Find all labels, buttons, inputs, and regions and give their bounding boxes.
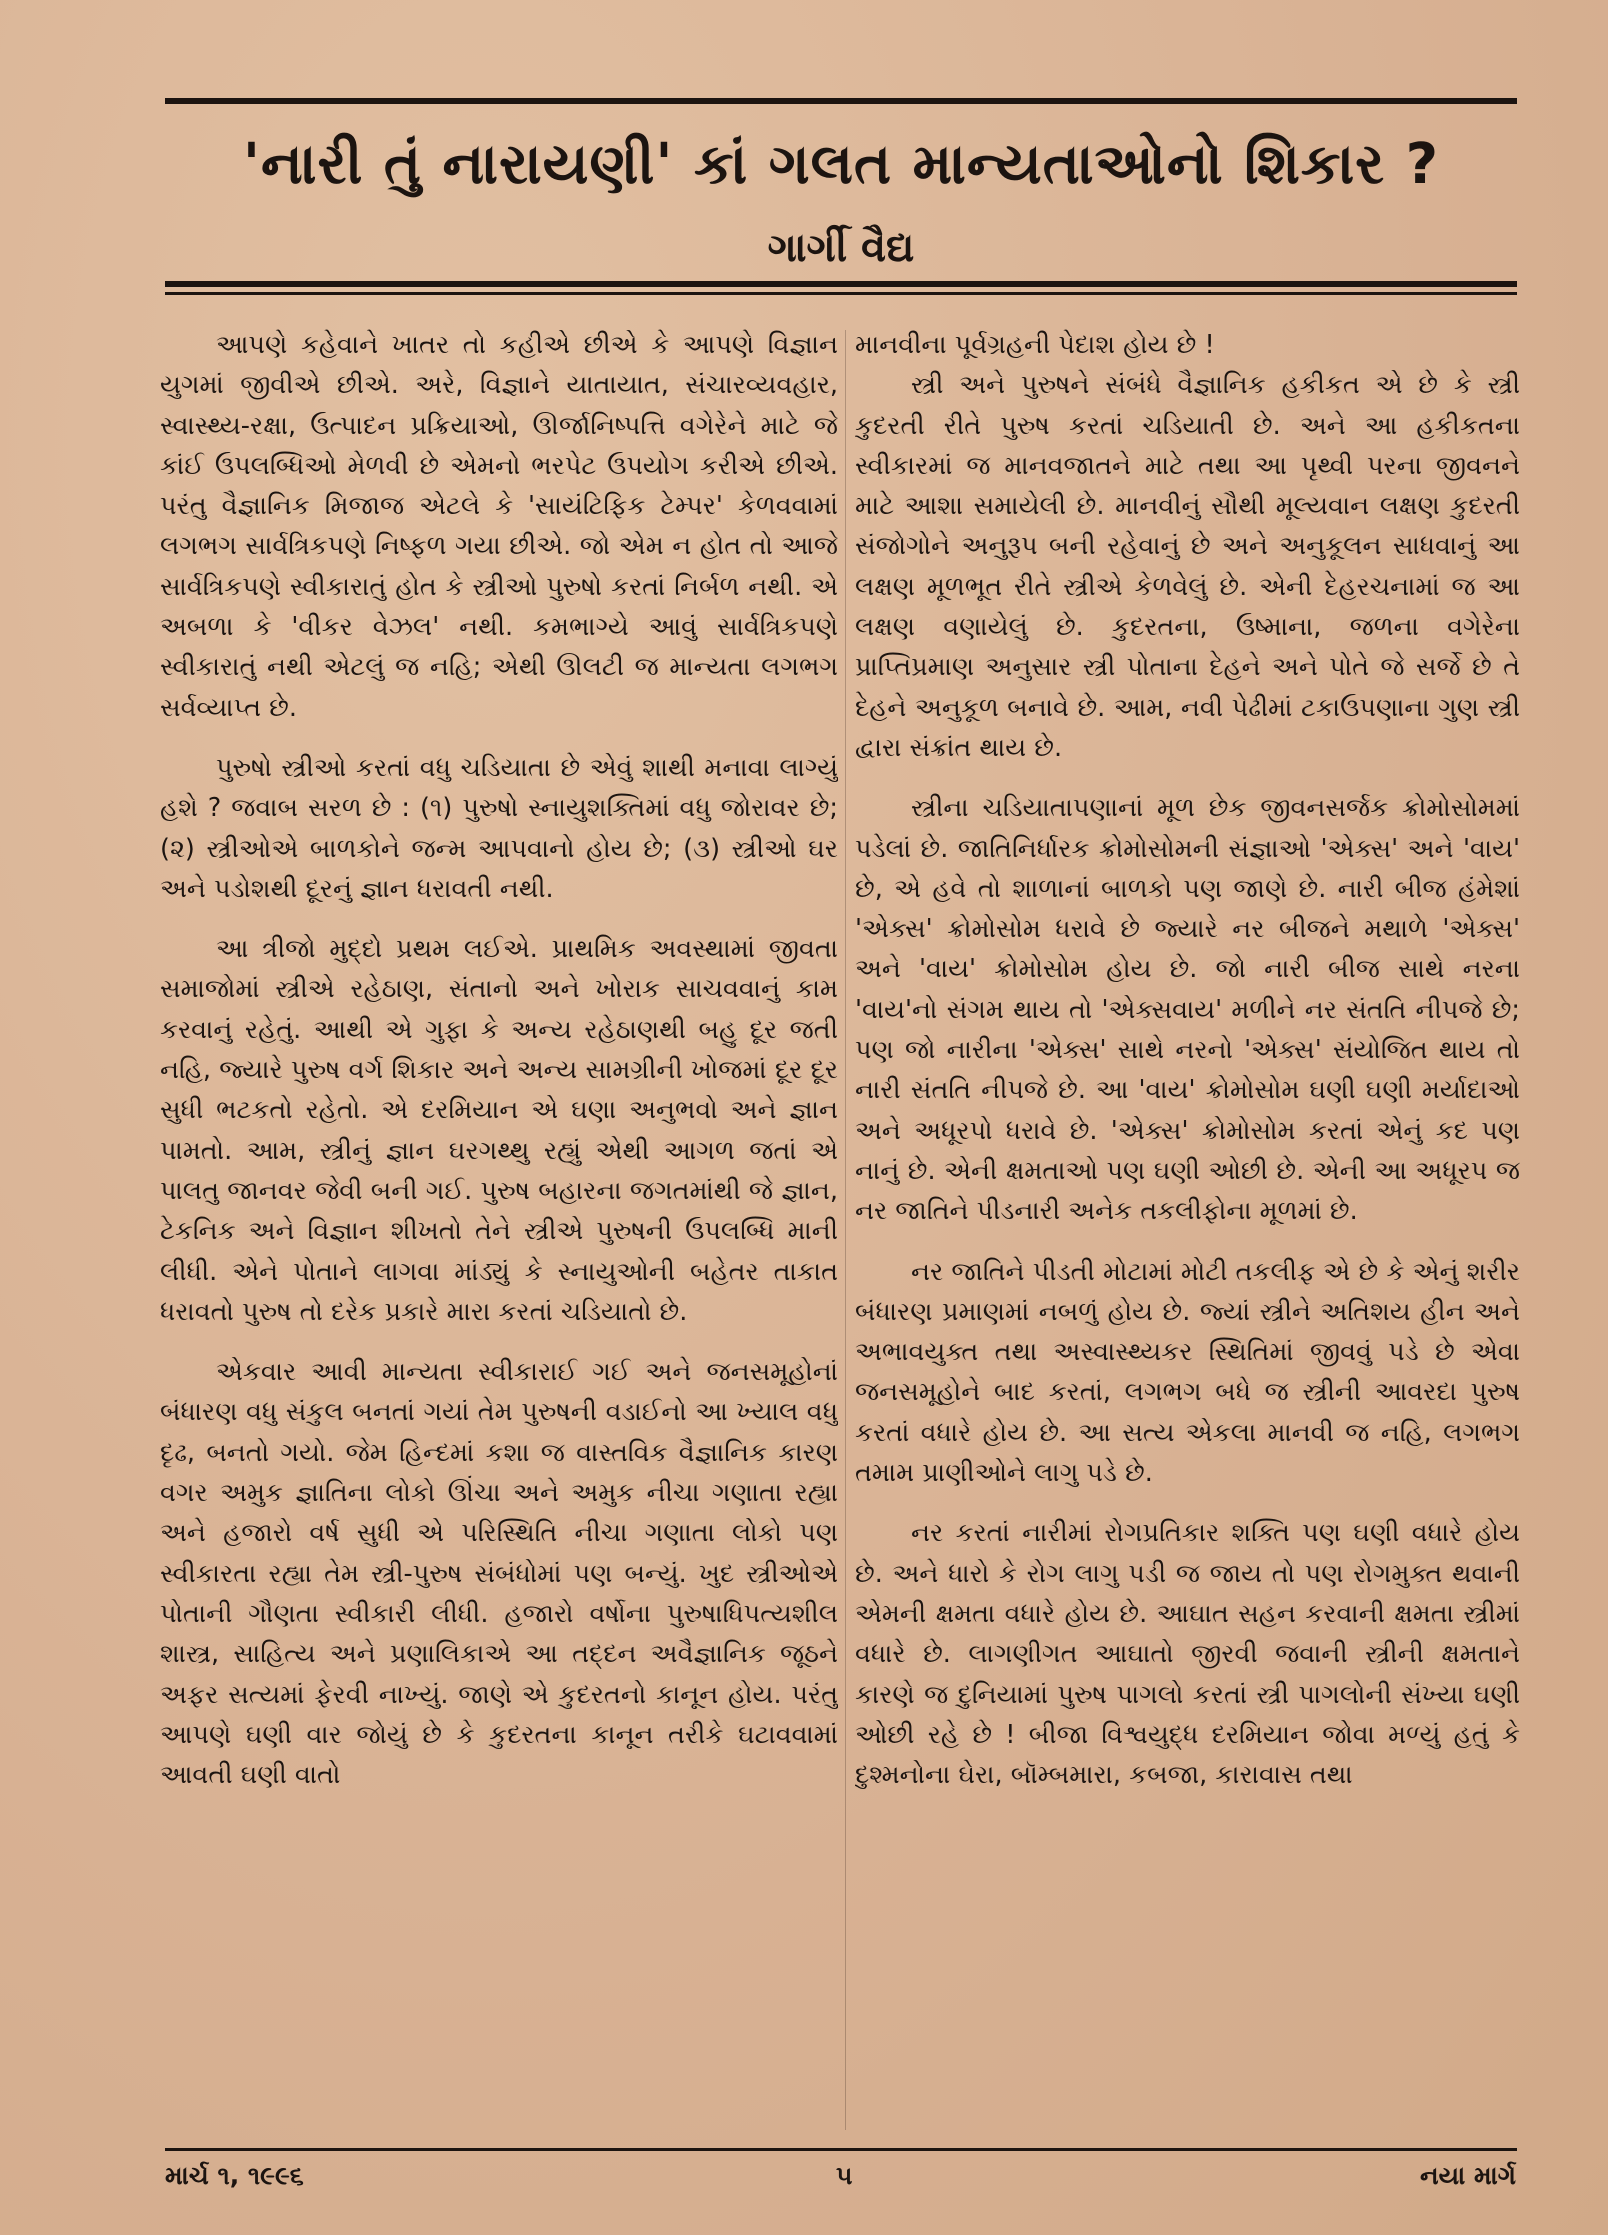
paragraph: આ ત્રીજો મુદ્દો પ્રથમ લઈએ. પ્રાથમિક અવસ્થામાં જીવતા સમાજોમાં સ્ત્રીએ રહેઠાણ, સંતાનો અને ખોરાક સાચવવાનું કામ કરવાનું રહેતું. આથી એ ગુફા કે અન્ય રહેઠાણથી બહુ દૂર જતી નહિ, જ્યારે પુરુષ વર્ગ શિકાર અને અન્ય સામગ્રીની ખોજમાં દૂર દૂર સુધી ભટકતો રહેતો. એ દરમિયાન એ ઘણા અનુભવો અને જ્ઞાન પામતો. આમ, સ્ત્રીનું જ્ઞાન ઘરગથ્થુ રહ્યું એથી આગળ જતાં એ પાલતુ જાનવર જેવી બની ગઈ. પુરુષ બહારના જગતમાંથી જે જ્ઞાન, ટેકનિક અને વિજ્ઞાન શીખતો તેને સ્ત્રીએ પુરુષની ઉપલબ્ધિ માની લીધી. એને પોતાને લાગવા માંડ્યું કે સ્નાયુઓની બહેતર તાકાત ધરાવતો પુરુષ તો દરેક પ્રકારે મારા કરતાં ચડિયાતો છે. — [160, 934, 838, 1327]
page-number: ૫ — [836, 2161, 853, 2190]
right-column — [855, 325, 1520, 2137]
article-author: ગાર્ગી વૈદ્ય — [767, 225, 915, 271]
paragraph: નર જાતિને પીડતી મોટામાં મોટી તકલીફ એ છે કે એનું શરીર બંધારણ પ્રમાણમાં નબળું હોય છે. જ્યાં સ્ત્રીને અતિશય હીન અને અભાવયુક્ત તથા અસ્વાસ્થ્યકર સ્થિતિમાં જીવવું પડે છે એવા જનસમૂહોને બાદ કરતાં, લગભગ બધે જ સ્ત્રીની આવરદા પુરુષ કરતાં વધારે હોય છે. આ સત્ય એકલા માનવી જ નહિ, લગભગ તમામ પ્રાણીઓને લાગુ પડે છે. — [855, 1256, 1520, 1489]
article-title: 'નારી તું નારાયણી' કાં ગલત માન્યતાઓનો શિકાર ? — [242, 132, 1440, 197]
paragraph: આપણે કહેવાને ખાતર તો કહીએ છીએ કે આપણે વિજ્ઞાન યુગમાં જીવીએ છીએ. અરે, વિજ્ઞાને યાતાયાત, સંચારવ્યવહાર, સ્વાસ્થ્ય-રક્ષા, ઉત્પાદન પ્રક્રિયાઓ, ઊર્જાનિષ્પત્તિ વગેરેને માટે જે કાંઈ ઉપલબ્ધિઓ મેળવી છે એમનો ભરપેટ ઉપયોગ કરીએ છીએ. પરંતુ વૈજ્ઞાનિક મિજાજ એટલે કે 'સાયંટિફિક ટેમ્પર' કેળવવામાં લગભગ સાર્વત્રિકપણે નિષ્ફળ ગયા છીએ. જો એમ ન હોત તો આજે સાર્વત્રિકપણે સ્વીકારાતું હોત કે સ્ત્રીઓ પુરુષો કરતાં નિર્બળ નથી. એ અબળા કે 'વીકર વેઝલ' નથી. કમભાગ્યે આવું સાર્વત્રિકપણે સ્વીકારાતું નથી એટલું જ નહિ; એથી ઊલટી જ માન્યતા લગભગ સર્વવ્યાપ્ત છે. — [160, 330, 838, 723]
footer-date: માર્ચ ૧, ૧૯૯૬ — [165, 2161, 304, 2190]
paragraph: માનવીના પૂર્વગ્રહની પેદાશ હોય છે ! — [855, 330, 1215, 360]
magazine-name: નયા માર્ગ — [1420, 2161, 1516, 2190]
header-rule-thick — [165, 281, 1517, 287]
paragraph: નર કરતાં નારીમાં રોગપ્રતિકાર શક્તિ પણ ઘણી વધારે હોય છે. અને ધારો કે રોગ લાગુ પડી જ જાય તો પણ રોગમુક્ત થવાની એમની ક્ષમતા વધારે હોય છે. આઘાત સહન કરવાની ક્ષમતા સ્ત્રીમાં વધારે છે. લાગણીગત આઘાતો જીરવી જવાની સ્ત્રીની ક્ષમતાને કારણે જ દુનિયામાં પુરુષ પાગલો કરતાં સ્ત્રી પાગલોની સંખ્યા ઘણી ઓછી રહે છે ! બીજા વિશ્વયુદ્ધ દરમિયાન જોવા મળ્યું હતું કે દુશ્મનોના ઘેરા, બૉમ્બમારા, કબજા, કારાવાસ તથા — [855, 1518, 1520, 1791]
paragraph: સ્ત્રીના ચડિયાતાપણાનાં મૂળ છેક જીવનસર્જક ક્રોમોસોમમાં પડેલાં છે. જાતિનિર્ધારક ક્રોમોસોમની સંજ્ઞાઓ 'એક્સ' અને 'વાય' છે, એ હવે તો શાળાનાં બાળકો પણ જાણે છે. નારી બીજ હંમેશાં 'એક્સ' ક્રોમોસોમ ધરાવે છે જ્યારે નર બીજને મથાળે 'એક્સ' અને 'વાય' ક્રોમોસોમ હોય છે. જો નારી બીજ સાથે નરના 'વાય'નો સંગમ થાય તો 'એક્સવાય' મળીને નર સંતતિ નીપજે છે; પણ જો નારીના 'એક્સ' સાથે નરનો 'એક્સ' સંયોજિત થાય તો નારી સંતતિ નીપજે છે. આ 'વાય' ક્રોમોસોમ ઘણી ઘણી મર્યાદાઓ અને અધૂરપો ધરાવે છે. 'એક્સ' ક્રોમોસોમ કરતાં એનું કદ પણ નાનું છે. એની ક્ષમતાઓ પણ ઘણી ઓછી છે. એની આ અધૂરપ જ નર જાતિને પીડનારી અનેક તકલીફોના મૂળમાં છે. — [855, 793, 1520, 1227]
header-rule-thin — [165, 292, 1517, 295]
left-column — [160, 325, 838, 2137]
footer-rule — [165, 2148, 1517, 2151]
paragraph: પુરુષો સ્ત્રીઓ કરતાં વધુ ચડિયાતા છે એવું શાથી મનાવા લાગ્યું હશે ? જવાબ સરળ છે : (૧) પુરુષો સ્નાયુશક્તિમાં વધુ જોરાવર છે; (૨) સ્ત્રીઓએ બાળકોને જન્મ આપવાનો હોય છે; (૩) સ્ત્રીઓ ઘર અને પડોશથી દૂરનું જ્ઞાન ધરાવતી નથી. — [160, 752, 838, 904]
column-divider — [845, 330, 846, 2130]
top-rule — [165, 98, 1517, 104]
paragraph: સ્ત્રી અને પુરુષને સંબંધે વૈજ્ઞાનિક હકીકત એ છે કે સ્ત્રી કુદરતી રીતે પુરુષ કરતાં ચડિયાતી છે. અને આ હકીકતના સ્વીકારમાં જ માનવજાતને માટે તથા આ પૃથ્વી પરના જીવનને માટે આશા સમાયેલી છે. માનવીનું સૌથી મૂલ્યવાન લક્ષણ કુદરતી સંજોગોને અનુરૂપ બની રહેવાનું છે અને અનુકૂલન સાધવાનું આ લક્ષણ મૂળભૂત રીતે સ્ત્રીએ કેળવેલું છે. એની દેહરચનામાં જ આ લક્ષણ વણાયેલું છે. કુદરતના, ઉષ્માના, જળના વગેરેના પ્રાપ્તિપ્રમાણ અનુસાર સ્ત્રી પોતાના દેહને અને પોતે જે સર્જે છે તે દેહને અનુકૂળ બનાવે છે. આમ, નવી પેઢીમાં ટકાઉપણાના ગુણ સ્ત્રી દ્વારા સંક્રાંત થાય છે. — [855, 370, 1520, 763]
paragraph: એકવાર આવી માન્યતા સ્વીકારાઈ ગઈ અને જનસમૂહોનાં બંધારણ વધુ સંકુલ બનતાં ગયાં તેમ પુરુષની વડાઈનો આ ખ્યાલ વધુ દૃઢ, બનતો ગયો. જેમ હિન્દમાં કશા જ વાસ્તવિક વૈજ્ઞાનિક કારણ વગર અમુક જ્ઞાતિના લોકો ઊંચા અને અમુક નીચા ગણાતા રહ્યા અને હજારો વર્ષ સુધી એ પરિસ્થિતિ નીચા ગણાતા લોકો પણ સ્વીકારતા રહ્યા તેમ સ્ત્રી-પુરુષ સંબંધોમાં પણ બન્યું. ખુદ સ્ત્રીઓએ પોતાની ગૌણતા સ્વીકારી લીધી. હજારો વર્ષોના પુરુષાધિપત્યશીલ શાસ્ત્ર, સાહિત્ય અને પ્રણાલિકાએ આ તદ્દન અવૈજ્ઞાનિક જૂઠને અફર સત્યમાં ફેરવી નાખ્યું. જાણે એ કુદરતનો કાનૂન હોય. પરંતુ આપણે ઘણી વાર જોયું છે કે કુદરતના કાનૂન તરીકે ઘટાવવામાં આવતી ઘણી વાતો — [160, 1357, 838, 1791]
